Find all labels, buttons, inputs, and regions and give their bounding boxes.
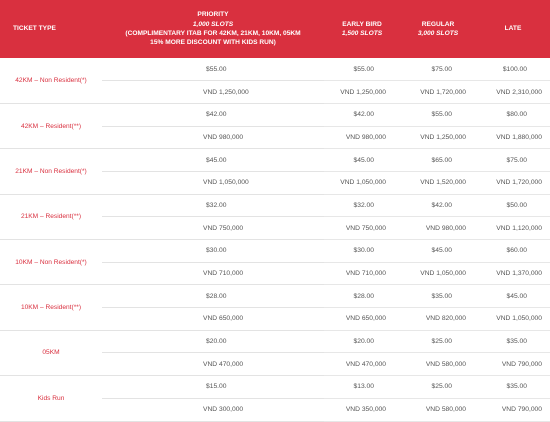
price-vnd-regular: VND 1,050,000 (400, 262, 476, 285)
price-usd-regular: $25.00 (400, 376, 476, 399)
price-vnd-priority: VND 300,000 (102, 398, 324, 421)
early-bird-title: EARLY BIRD (342, 20, 382, 28)
pricing-table-body (0, 58, 550, 421)
header-late (476, 0, 550, 58)
table-row (0, 58, 550, 81)
ticket-type-label: 42KM – Non Resident(*) (0, 58, 102, 103)
table-row (0, 194, 550, 217)
price-vnd-early: VND 1,050,000 (324, 171, 400, 194)
price-vnd-early: VND 1,250,000 (324, 81, 400, 104)
price-usd-regular: $25.00 (400, 330, 476, 353)
price-usd-early: $28.00 (324, 285, 400, 308)
table-row (0, 240, 550, 263)
header-row (0, 0, 550, 58)
regular-slots: 3,000 SLOTS (417, 30, 459, 37)
price-vnd-regular: VND 580,000 (400, 398, 476, 421)
priority-note-line2: 15% MORE DISCOUNT WITH KIDS RUN) (150, 39, 276, 47)
pricing-table-header (0, 0, 550, 58)
price-usd-late: $45.00 (476, 285, 550, 308)
price-usd-priority: $55.00 (102, 58, 324, 81)
price-usd-late: $80.00 (476, 103, 550, 126)
price-usd-late: $35.00 (476, 376, 550, 399)
header-early-bird (324, 0, 400, 58)
price-usd-early: $45.00 (324, 149, 400, 172)
table-row (0, 285, 550, 308)
late-title: LATE (504, 25, 522, 33)
price-vnd-priority: VND 1,250,000 (102, 81, 324, 104)
table-row (0, 330, 550, 353)
table-row (0, 149, 550, 172)
table-row (0, 103, 550, 126)
price-usd-priority: $30.00 (102, 240, 324, 263)
price-usd-priority: $20.00 (102, 330, 324, 353)
price-vnd-late: VND 1,720,000 (476, 171, 550, 194)
price-usd-priority: $42.00 (102, 103, 324, 126)
price-usd-early: $20.00 (324, 330, 400, 353)
price-vnd-regular: VND 820,000 (400, 308, 476, 331)
price-vnd-early: VND 750,000 (324, 217, 400, 240)
price-vnd-regular: VND 1,520,000 (400, 171, 476, 194)
price-vnd-late: VND 2,310,000 (476, 81, 550, 104)
early-bird-slots: 1,500 SLOTS (341, 30, 383, 37)
price-vnd-late: VND 790,000 (476, 398, 550, 421)
price-vnd-early: VND 470,000 (324, 353, 400, 376)
price-usd-late: $50.00 (476, 194, 550, 217)
price-usd-priority: $32.00 (102, 194, 324, 217)
price-vnd-late: VND 1,880,000 (476, 126, 550, 149)
price-usd-priority: $28.00 (102, 285, 324, 308)
price-vnd-early: VND 650,000 (324, 308, 400, 331)
ticket-type-label: 10KM – Resident(**) (0, 285, 102, 330)
price-usd-regular: $75.00 (400, 58, 476, 81)
ticket-type-label: Kids Run (0, 376, 102, 421)
price-usd-late: $60.00 (476, 240, 550, 263)
header-priority (102, 0, 324, 58)
price-usd-regular: $45.00 (400, 240, 476, 263)
price-vnd-late: VND 1,050,000 (476, 308, 550, 331)
price-usd-regular: $35.00 (400, 285, 476, 308)
price-vnd-early: VND 710,000 (324, 262, 400, 285)
ticket-type-label: 21KM – Non Resident(*) (0, 149, 102, 194)
header-regular (400, 0, 476, 58)
price-usd-priority: $15.00 (102, 376, 324, 399)
price-usd-late: $35.00 (476, 330, 550, 353)
price-vnd-priority: VND 980,000 (102, 126, 324, 149)
price-vnd-priority: VND 470,000 (102, 353, 324, 376)
price-usd-regular: $55.00 (400, 103, 476, 126)
price-vnd-regular: VND 580,000 (400, 353, 476, 376)
regular-title: REGULAR (421, 20, 455, 28)
price-vnd-early: VND 980,000 (324, 126, 400, 149)
price-vnd-late: VND 790,000 (476, 353, 550, 376)
price-usd-late: $100.00 (476, 58, 550, 81)
header-ticket-type: TICKET TYPE (0, 0, 102, 58)
priority-slots: 1,000 SLOTS (192, 20, 234, 28)
price-vnd-priority: VND 1,050,000 (102, 171, 324, 194)
priority-title: PRIORITY (197, 11, 229, 19)
price-vnd-priority: VND 710,000 (102, 262, 324, 285)
price-usd-early: $13.00 (324, 376, 400, 399)
price-usd-early: $32.00 (324, 194, 400, 217)
price-vnd-regular: VND 1,250,000 (400, 126, 476, 149)
price-usd-early: $55.00 (324, 58, 400, 81)
price-vnd-priority: VND 750,000 (102, 217, 324, 240)
ticket-type-label: 42KM – Resident(**) (0, 103, 102, 148)
price-usd-early: $42.00 (324, 103, 400, 126)
price-usd-late: $75.00 (476, 149, 550, 172)
ticket-type-label: 21KM – Resident(**) (0, 194, 102, 239)
ticket-type-label: 05KM (0, 330, 102, 375)
price-vnd-late: VND 1,370,000 (476, 262, 550, 285)
price-usd-regular: $42.00 (400, 194, 476, 217)
table-row (0, 376, 550, 399)
price-usd-regular: $65.00 (400, 149, 476, 172)
price-vnd-priority: VND 650,000 (102, 308, 324, 331)
price-vnd-regular: VND 1,720,000 (400, 81, 476, 104)
price-vnd-early: VND 350,000 (324, 398, 400, 421)
price-usd-early: $30.00 (324, 240, 400, 263)
price-vnd-regular: VND 980,000 (400, 217, 476, 240)
ticket-type-label: 10KM – Non Resident(*) (0, 240, 102, 285)
price-usd-priority: $45.00 (102, 149, 324, 172)
price-vnd-late: VND 1,120,000 (476, 217, 550, 240)
priority-note-line1: (COMPLIMENTARY ITAB FOR 42KM, 21KM, 10KM, 05KM (125, 30, 301, 37)
